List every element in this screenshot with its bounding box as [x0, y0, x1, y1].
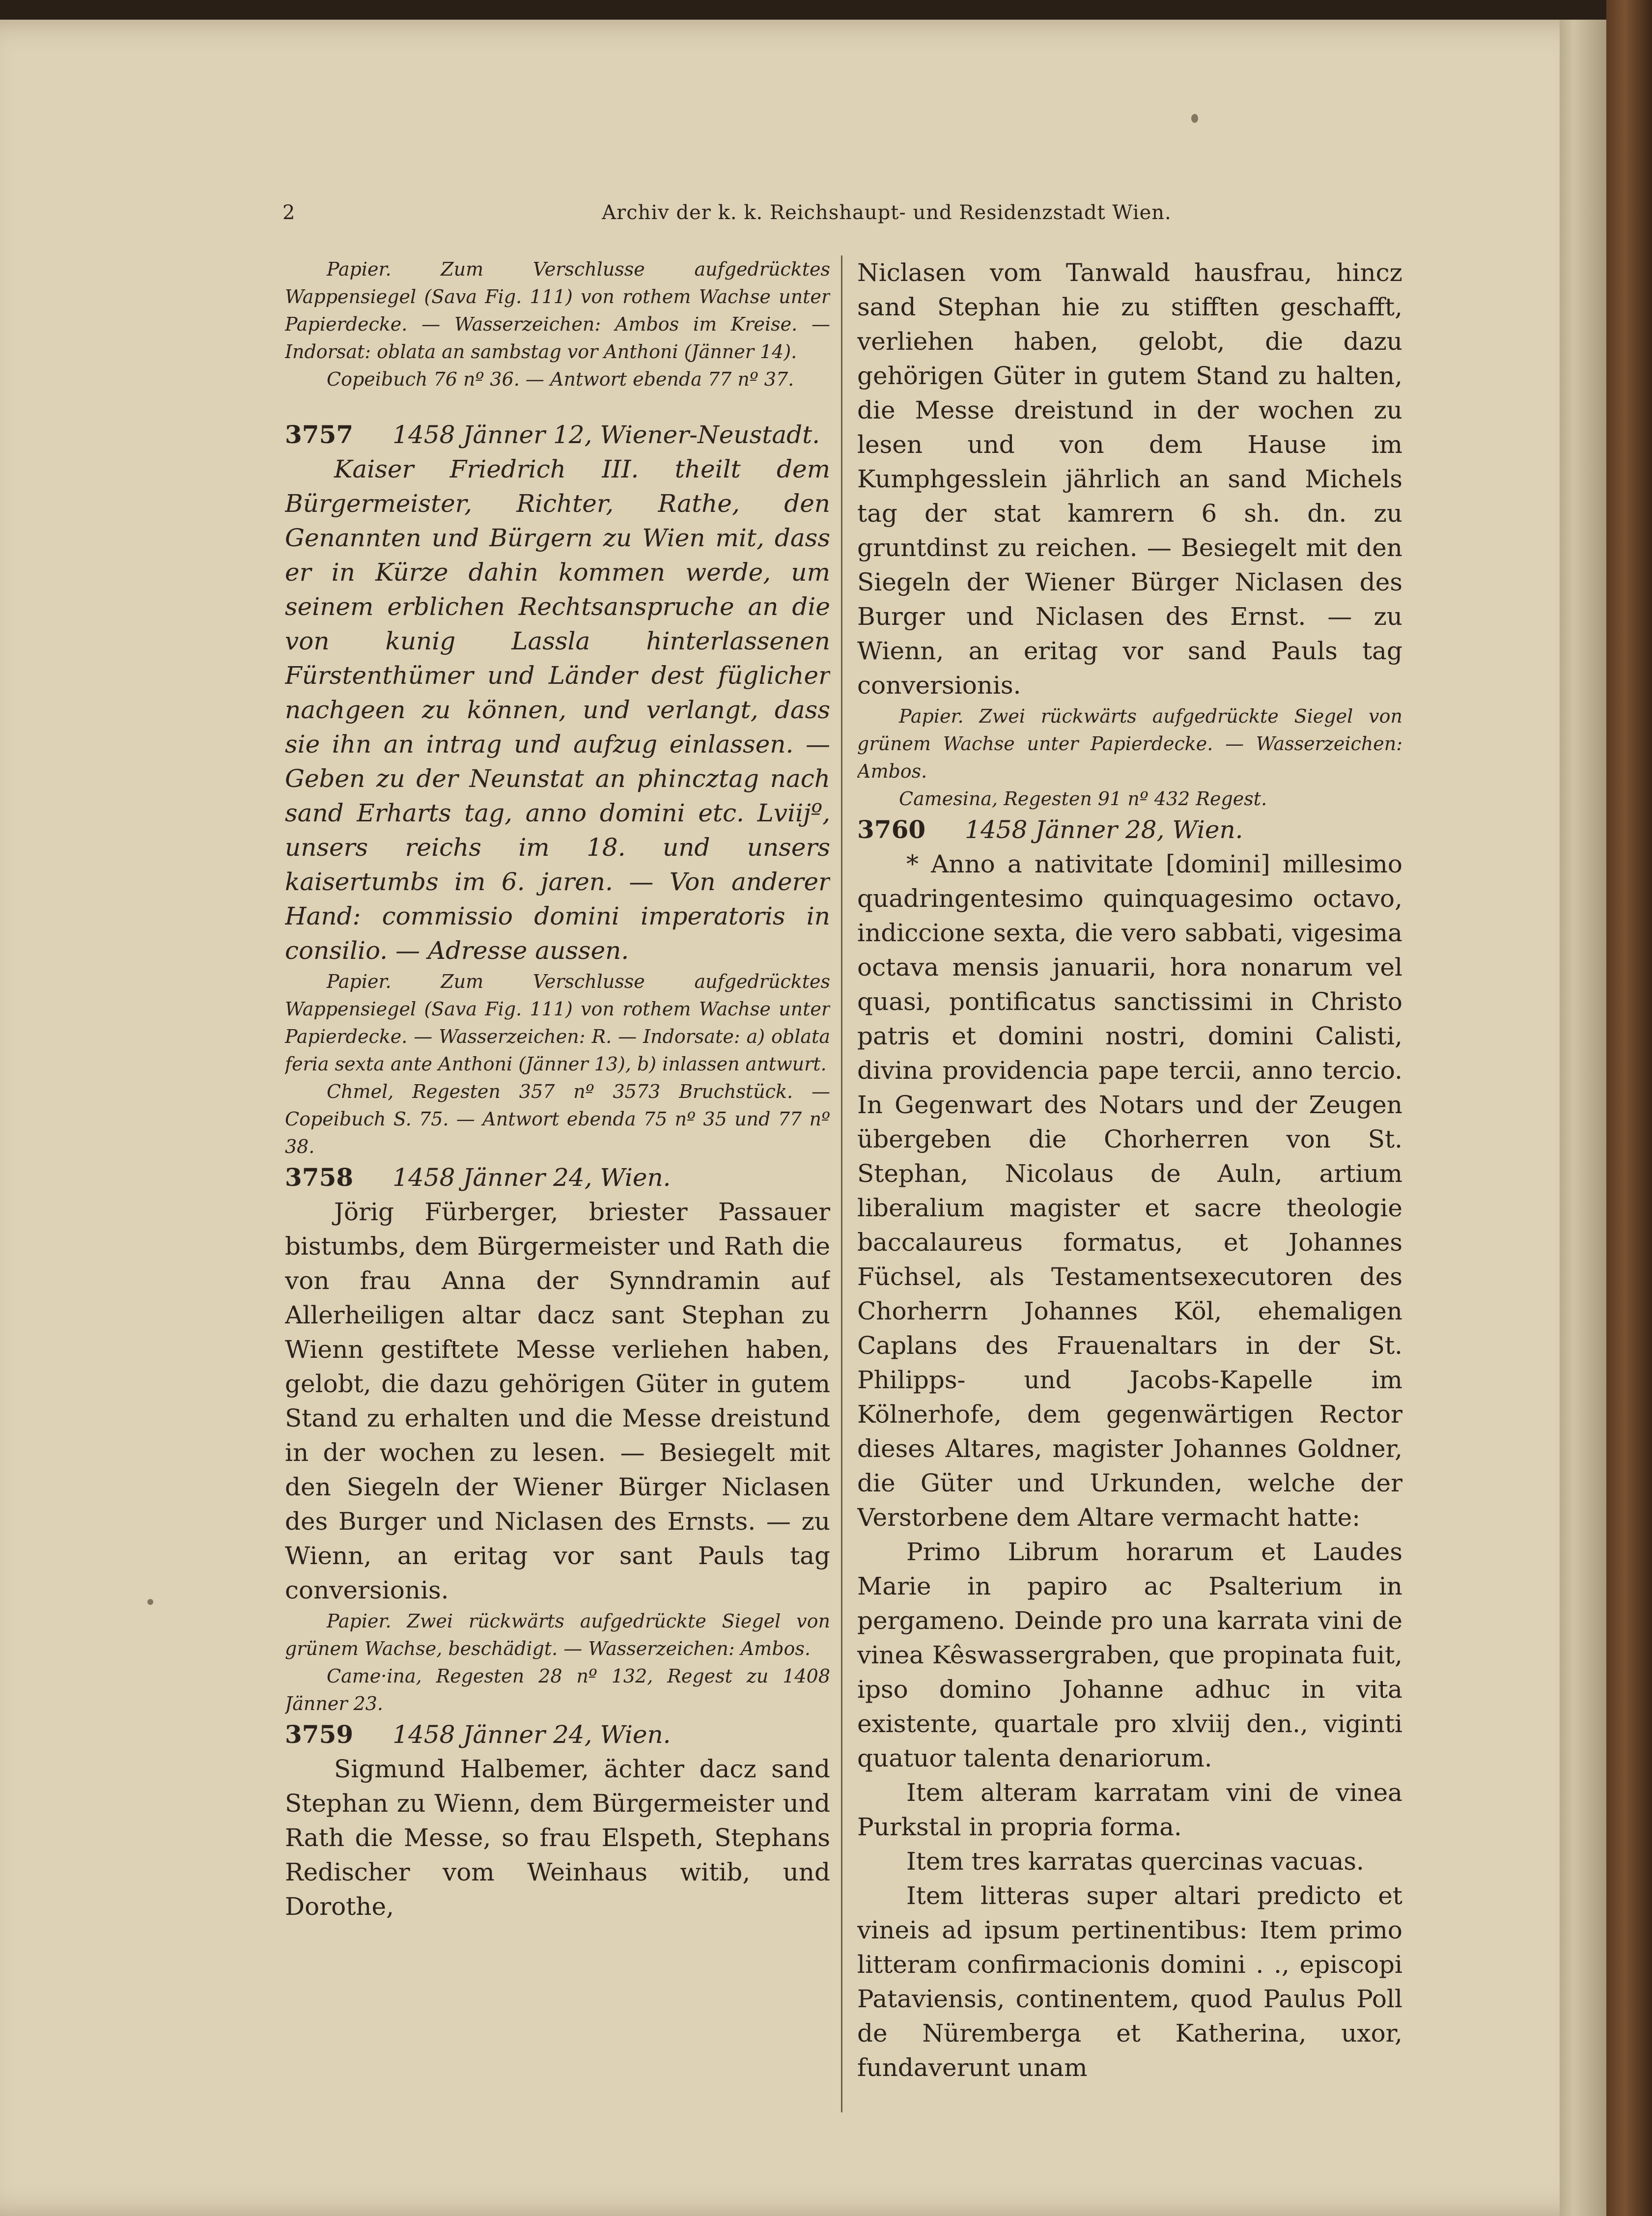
entry-date: 1458 Jänner 24, Wien.	[392, 1720, 671, 1749]
entry-3757-reference: Chmel, Regesten 357 nº 3573 Bruchstück. — Copeibuch S. 75. — Antwort ebenda 75 nº 35 und 77 nº 38.	[285, 1081, 830, 1157]
entry-number: 3759	[285, 1720, 354, 1749]
entry-3760-paragraph: Primo Librum horarum et Laudes Marie in papiro ac Psalterium in pergameno. Deinde pro una karrata vini de vinea Kêswassergraben, que propinata fuit, ipso domino Johanne adhuc in vita existente, quartale pro xlviij den., viginti quatuor talenta denariorum.	[857, 1538, 1402, 1772]
entry-date: 1458 Jänner 28, Wien.	[965, 815, 1243, 844]
column-divider	[841, 255, 842, 2112]
right-column	[857, 255, 1402, 2122]
entry-3760-paragraph: Item litteras super altari predicto et vineis ad ipsum pertinentibus: Item primo litteram confirmacionis domini . ., episcopi Pataviensis, continentem, quod Paulus Poll de Nürembergа et Katherina, uxor, fundaverunt unam	[857, 1881, 1402, 2082]
entry-3759-note: Papier. Zwei rückwärts aufgedrückte Siegel von grünem Wachse unter Papierdecke. — Wasserzeichen: Ambos.	[857, 705, 1402, 782]
entry-number: 3758	[285, 1163, 354, 1192]
entry-number: 3760	[857, 815, 926, 844]
entry-3760-paragraph: Item alteram karratam vini de vinea Purkstal in propria forma.	[857, 1778, 1402, 1841]
previous-entry-reference: Copeibuch 76 nº 36. — Antwort ebenda 77 nº 37.	[327, 368, 794, 390]
entry-3760-paragraph: Item tres karratas quercinas vacuas.	[906, 1847, 1364, 1876]
book-edge	[1606, 0, 1652, 2216]
entry-3759-reference: Camesina, Regesten 91 nº 432 Regest.	[899, 788, 1267, 810]
entry-3757-body: Kaiser Friedrich III. theilt dem Bürgermeister, Richter, Rathe, den Genannten und Bürgern zu Wien mit, dass er in Kürze dahin kommen werde, um seinem erblichen Rechtsanspruche an die von kunig Lassla hinterlassenen Fürstenthümer und Länder dest füglicher nachgeen zu können, und verlangt, dass sie ihn an intrag und aufzug einlassen. — Geben zu der Neunstat an phincztag nach sand Erharts tag, anno domini etc. Lviijº, unsers reichs im 18. und unsers kaisertumbs im 6. jaren. — Von anderer Hand: commissio domini imperatoris in consilio. — Adresse aussen.	[285, 455, 830, 965]
entry-3758-heading	[285, 1160, 830, 1195]
page-gutter	[1560, 20, 1606, 2216]
entry-3759-body: Sigmund Halbemer, ächter dacz sand Stephan zu Wienn, dem Bürgermeister und Rath die Messe, so frau Elspeth, Stephans Redischer vom Weinhaus witib, und Dorothe,	[285, 1755, 830, 1921]
running-title: Archiv der k. k. Reichshaupt- und Residenzstadt Wien.	[602, 201, 1172, 224]
entry-3760-body: * Anno a nativitate [domini] millesimo quadringentesimo quinquagesimo octavo, indiccione sexta, die vero sabbati, vigesima octava mensis januarii, hora nonarum vel quasi, pontificatus sanctissimi in Christo patris et domini nostri, domini Calisti, divina providencia pape tercii, anno tercio. In Gegenwart des Notars und der Zeugen übergeben die Chorherren von St. Stephan, Nicolaus de Auln, artium liberalium magister et sacre theologie baccalaureus formatus, et Johannes Füchsel, als Testamentsexecutoren des Chorherrn Johannes Köl, ehemaligen Caplans des Frauenaltars in der St. Philipps- und Jacobs-Kapelle im Kölnerhofe, dem gegenwärtigen Rector dieses Altares, magister Johannes Goldner, die Güter und Urkunden, welche der Verstorbene dem Altare vermacht hatte:	[857, 850, 1402, 1532]
entry-date: 1458 Jänner 24, Wien.	[392, 1163, 671, 1192]
entry-3758-note: Papier. Zwei rückwärts aufgedrückte Siegel von grünem Wachse, beschädigt. — Wasserzeichen: Ambos.	[285, 1610, 830, 1659]
entry-3757-heading	[285, 418, 830, 452]
previous-entry-note: Papier. Zum Verschlusse aufgedrücktes Wappensiegel (Sava Fig. 111) von rothem Wachse unter Papierdecke. — Wasserzeichen: Ambos im Kreise. — Indorsat: oblata an sambstag vor Anthoni (Jänner 14).	[285, 258, 830, 363]
entry-3758-reference: Came·ina, Regesten 28 nº 132, Regest zu 1408 Jänner 23.	[285, 1665, 830, 1714]
entry-3759-continued-body: Niclasen vom Tanwald hausfrau, hincz sand Stephan hie zu stifften geschafft, verliehen haben, gelobt, die dazu gehörigen Güter in gutem Stand zu halten, die Messe dreistund in der wochen zu lesen und von dem Hause im Kumphgesslein jährlich an sand Michels tag der stat kamrern 6 sh. dn. zu gruntdinst zu reichen. — Besiegelt mit den Siegeln der Wiener Bürger Niclasen des Burger und Niclasen des Ernst. — zu Wienn, an eritag vor sand Pauls tag conversionis.	[857, 258, 1402, 700]
entry-3759-heading	[285, 1717, 830, 1752]
entry-number: 3757	[285, 420, 354, 449]
entry-3758-body: Jörig Fürberger, briester Passauer bistumbs, dem Bürgermeister und Rath die von frau Anna der Synndramin auf Allerheiligen altar dacz sant Stephan zu Wienn gestiftete Messe verliehen haben, gelobt, die dazu gehörigen Güter in gutem Stand zu erhalten und die Messe dreistund in der wochen zu lesen. — Besiegelt mit den Siegeln der Wiener Bürger Niclasen des Burger und Niclasen des Ernsts. — zu Wienn, an eritag vor sant Pauls tag conversionis.	[285, 1198, 830, 1604]
entry-3760-heading	[857, 813, 1402, 847]
left-column	[285, 255, 830, 2122]
page-number: 2	[282, 201, 296, 224]
entry-date: 1458 Jänner 12, Wiener-Neustadt.	[392, 421, 820, 449]
ink-spot	[147, 1599, 153, 1605]
entry-3757-note: Papier. Zum Verschlusse aufgedrücktes Wappensiegel (Sava Fig. 111) von rothem Wachse unter Papierdecke. — Wasserzeichen: R. — Indorsate: a) oblata feria sexta ante Anthoni (Jänner 13), b) inlassen antwurt.	[285, 971, 830, 1075]
ink-spot	[1191, 114, 1198, 123]
running-header	[282, 201, 1491, 236]
